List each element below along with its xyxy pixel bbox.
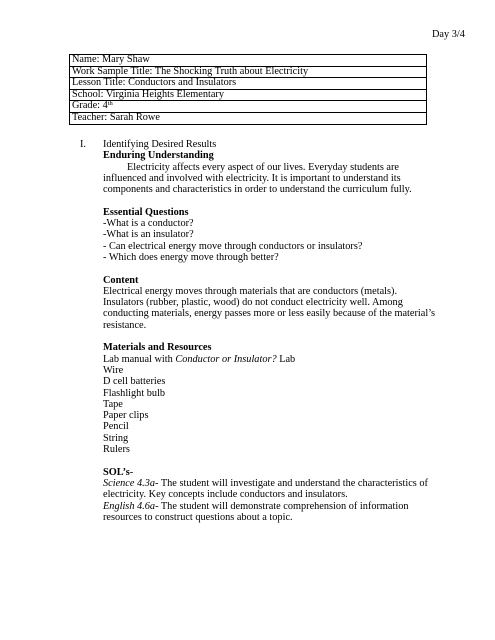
- content-heading: Content: [103, 274, 139, 286]
- lab-manual-line: [103, 354, 440, 365]
- name-cell: Name: Mary Shaw: [70, 55, 427, 67]
- material-item: Pencil: [103, 421, 129, 433]
- section-body: [103, 150, 440, 523]
- question-item: - Which does energy move through better?: [103, 251, 279, 263]
- english-sol-line-2: resources to construct questions about a topic.: [103, 511, 293, 523]
- lab-manual-prefix: Lab manual with: [103, 353, 176, 365]
- enduring-line: Electricity affects every aspect of our lives. Everyday students are: [127, 161, 399, 173]
- teacher-cell: Teacher: Sarah Rowe: [70, 112, 427, 124]
- content-line: Insulators (rubber, plastic, wood) do not conduct electricity well. Among: [103, 297, 403, 309]
- table-row: [70, 78, 427, 90]
- school-cell: School: Virginia Heights Elementary: [70, 89, 427, 101]
- material-item: Wire: [103, 364, 124, 376]
- sols-heading-dash: -: [129, 466, 134, 478]
- enduring-line: influenced and involved with electricity. It is important to understand its: [103, 172, 401, 184]
- materials-heading: Materials and Resources: [103, 342, 212, 354]
- section-heading: [80, 139, 440, 150]
- lesson-info-table: [69, 54, 427, 125]
- table-row: [70, 66, 427, 78]
- section-numeral: I.: [80, 139, 87, 150]
- identifying-results-section: [80, 139, 440, 523]
- content-line: resistance.: [103, 319, 147, 331]
- science-sol-text: - The student will investigate and understand the characteristics of: [155, 477, 428, 489]
- grade-superscript: th: [107, 100, 113, 108]
- material-item: Paper clips: [103, 410, 149, 422]
- lab-manual-title: Conductor or Insulator?: [175, 353, 277, 365]
- sols-heading: [103, 467, 440, 478]
- english-sol-text: - The student will demonstrate comprehension of information: [155, 500, 409, 512]
- enduring-heading: Enduring Understanding: [103, 150, 214, 162]
- content-line: conducting materials, energy passes more or less easily because of the material’s: [103, 308, 436, 320]
- table-row: [70, 101, 427, 113]
- material-item: Rulers: [103, 444, 130, 456]
- science-sol-line: [103, 478, 440, 489]
- table-row: [70, 112, 427, 124]
- english-sol-line: [103, 501, 440, 512]
- question-item: -What is an insulator?: [103, 229, 194, 241]
- grade-cell: [70, 101, 427, 113]
- science-sol-code: Science 4.3a: [103, 477, 156, 489]
- question-item: -What is a conductor?: [103, 218, 194, 230]
- grade-text: Grade: 4: [72, 100, 108, 112]
- work-sample-title-cell: Work Sample Title: The Shocking Truth about Electricity: [70, 66, 427, 78]
- page-number: Day 3/4: [432, 29, 465, 40]
- enduring-line: components and characteristics in order to understand the curriculum fully.: [103, 184, 412, 196]
- science-sol-line-2: electricity. Key concepts include conductors and insulators.: [103, 489, 348, 501]
- material-item: D cell batteries: [103, 376, 166, 388]
- sols-heading-text: SOL’s: [103, 466, 130, 478]
- material-item: String: [103, 432, 129, 444]
- lab-manual-suffix: Lab: [276, 353, 296, 365]
- section-title: Identifying Desired Results: [103, 139, 217, 150]
- table-row: [70, 55, 427, 67]
- content-line: Electrical energy moves through materials that are conductors (metals).: [103, 285, 398, 297]
- lesson-title-cell: Lesson Title: Conductors and Insulators: [70, 78, 427, 90]
- material-item: Flashlight bulb: [103, 387, 166, 399]
- english-sol-code: English 4.6a: [103, 500, 156, 512]
- material-item: Tape: [103, 398, 123, 410]
- table-row: [70, 89, 427, 101]
- question-item: - Can electrical energy move through conductors or insulators?: [103, 240, 363, 252]
- questions-heading: Essential Questions: [103, 206, 189, 218]
